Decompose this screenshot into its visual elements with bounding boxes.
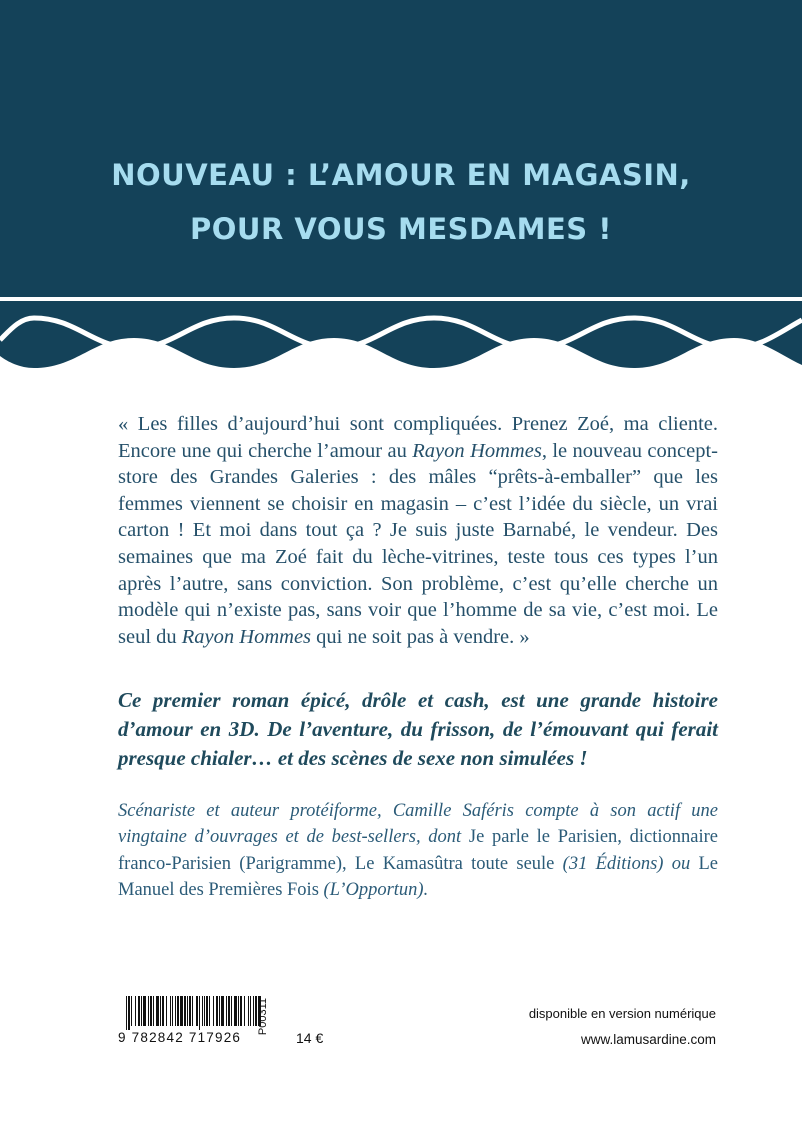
barcode-bar [231,996,232,1026]
barcode-bar [234,996,237,1026]
barcode-bar [160,996,161,1026]
barcode-bar [143,996,146,1026]
barcode [118,996,358,1056]
barcode-bar [177,996,179,1026]
bio-text-1: Scénariste et auteur protéiforme, Camille Saféris compte à son actif une vingtaine d’ouvrages et de best-sellers, dont [118,801,718,848]
blurb-emphasis-1: Rayon Hommes [412,439,542,462]
headline-line-1: NOUVEAU : L’AMOUR EN MAGASIN, [111,158,691,192]
barcode-bar [141,996,142,1026]
barcode-bar [226,996,227,1026]
barcode-bar [240,996,242,1026]
barcode-bar [170,996,171,1026]
barcode-bar [204,996,205,1026]
barcode-bars [126,996,266,1030]
bio-text-2: (31 Éditions) ou [554,853,699,874]
blurb-emphasis-2: Rayon Hommes [181,625,312,648]
blurb-text-3: qui ne soit pas à vendre. » [311,625,530,648]
barcode-bar [131,996,132,1026]
barcode-bar [196,996,198,1026]
edition-code: P00311 [257,998,269,1036]
barcode-bar [192,996,193,1026]
barcode-bar [126,996,127,1030]
barcode-bar [253,996,254,1026]
blurb-text-2: , le nouveau concept-store des Grandes Galeries : des mâles “prêts-à-emballer” que les femmes viennent se choisir en magasin – c’est l’idée du siècle, un vrai carton ! Et moi dans tout ça ? Je suis juste Barnabé, le vendeur. Des semaines que ma Zoé fait du lèche-vitrines, teste tous ces types l’un après l’autre, sans conviction. Son problème, c’est qu’elle cherche un modèle qui n’existe pas, sans voir que l’homme de sa vie, c’est moi. Le seul du [118,439,718,648]
barcode-bar [138,996,140,1026]
blurb-paragraph [118,411,718,650]
barcode-bar [153,996,154,1026]
barcode-bar [150,996,152,1026]
bio-text-3: (L’Opportun). [318,880,429,901]
barcode-bar [199,996,200,1030]
barcode-bar [184,996,186,1026]
barcode-bar [238,996,239,1026]
author-bio [118,798,718,904]
barcode-bar [219,996,220,1026]
barcode-bar [209,996,210,1026]
headline [0,148,802,256]
bio-title-1: Je parle le Parisien, dictionnaire franco-Parisien (Parigramme), Le Kamasûtra toute seule [118,827,718,874]
barcode-bar [202,996,203,1026]
barcode-bar [148,996,149,1026]
barcode-bar [175,996,176,1026]
barcode-bar [135,996,136,1026]
barcode-bar [213,996,214,1026]
barcode-bar [166,996,167,1026]
headline-line-2: POUR VOUS MESDAMES ! [190,212,612,246]
barcode-bar [162,996,164,1026]
barcode-bar [248,996,249,1026]
bio-title-2: Le Manuel des Premières Fois [118,853,718,901]
barcode-bar [128,996,130,1030]
barcode-bar [221,996,224,1026]
barcode-bar [187,996,188,1026]
isbn-digits: 9 782842 717926 [118,1030,242,1045]
publisher-website: www.lamusardine.com [580,1032,716,1047]
barcode-bar [216,996,218,1026]
barcode-bar [228,996,230,1026]
barcode-bar [250,996,251,1026]
barcode-bar [172,996,173,1026]
price: 14 € [296,1030,324,1046]
barcode-bar [156,996,159,1026]
barcode-bar [244,996,245,1026]
barcode-bar [206,996,208,1026]
barcode-bar [180,996,183,1026]
digital-edition-note: disponible en version numérique [528,1006,716,1021]
barcode-bar [189,996,191,1026]
tagline-paragraph: Ce premier roman épicé, drôle et cash, est une grande histoire d’amour en 3D. De l’aventure, du frisson, de l’émouvant qui ferait presque chialer… et des scènes de sexe non simulées ! [118,688,718,770]
blurb-text-1: « Les filles d’aujourd’hui sont compliquées. Prenez Zoé, ma cliente. Encore une qui cherche l’amour au [118,413,718,462]
